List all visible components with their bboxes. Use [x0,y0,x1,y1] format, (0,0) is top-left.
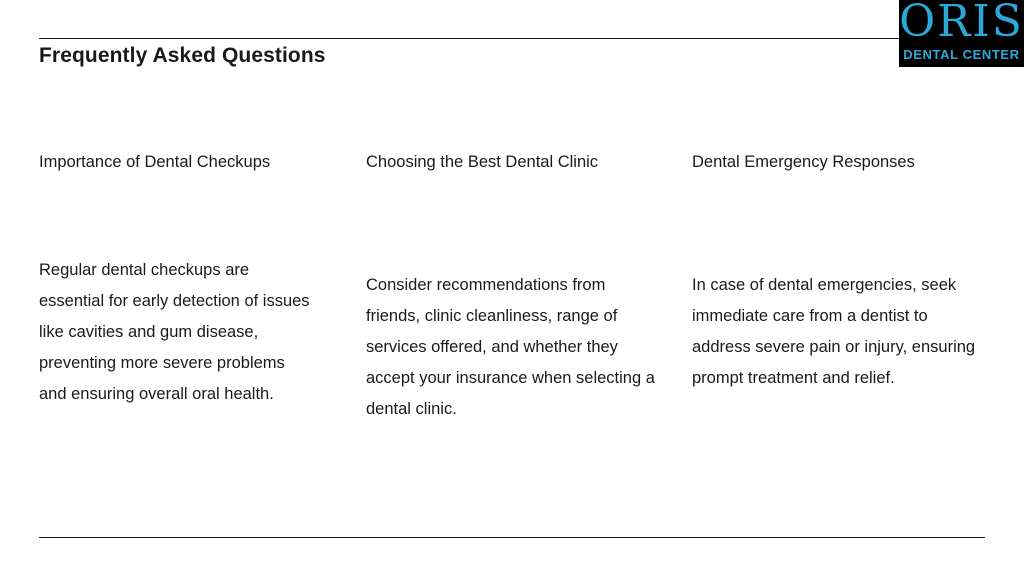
oris-dental-logo [899,0,1024,67]
bottom-divider [39,537,985,538]
logo-subtitle: DENTAL CENTER [903,47,1020,62]
faq-answer: Consider recommendations from friends, clinic cleanliness, range of services offered, and whether they accept your insurance when selecting a dental clinic. [366,276,655,418]
faq-answer: Regular dental checkups are essential for early detection of issues like cavities and gum disease, preventing more severe problems and ensuring overall oral health. [39,261,310,403]
top-divider [39,38,899,39]
faq-answer: In case of dental emergencies, seek immediate care from a dentist to address severe pain or injury, ensuring prompt treatment and relief. [692,276,976,387]
page-title: Frequently Asked Questions [39,44,326,67]
faq-heading: Importance of Dental Checkups [39,153,271,171]
faq-heading: Choosing the Best Dental Clinic [366,153,599,171]
faq-heading: Dental Emergency Responses [692,153,915,171]
logo-wordmark: ORIS [899,0,1024,47]
